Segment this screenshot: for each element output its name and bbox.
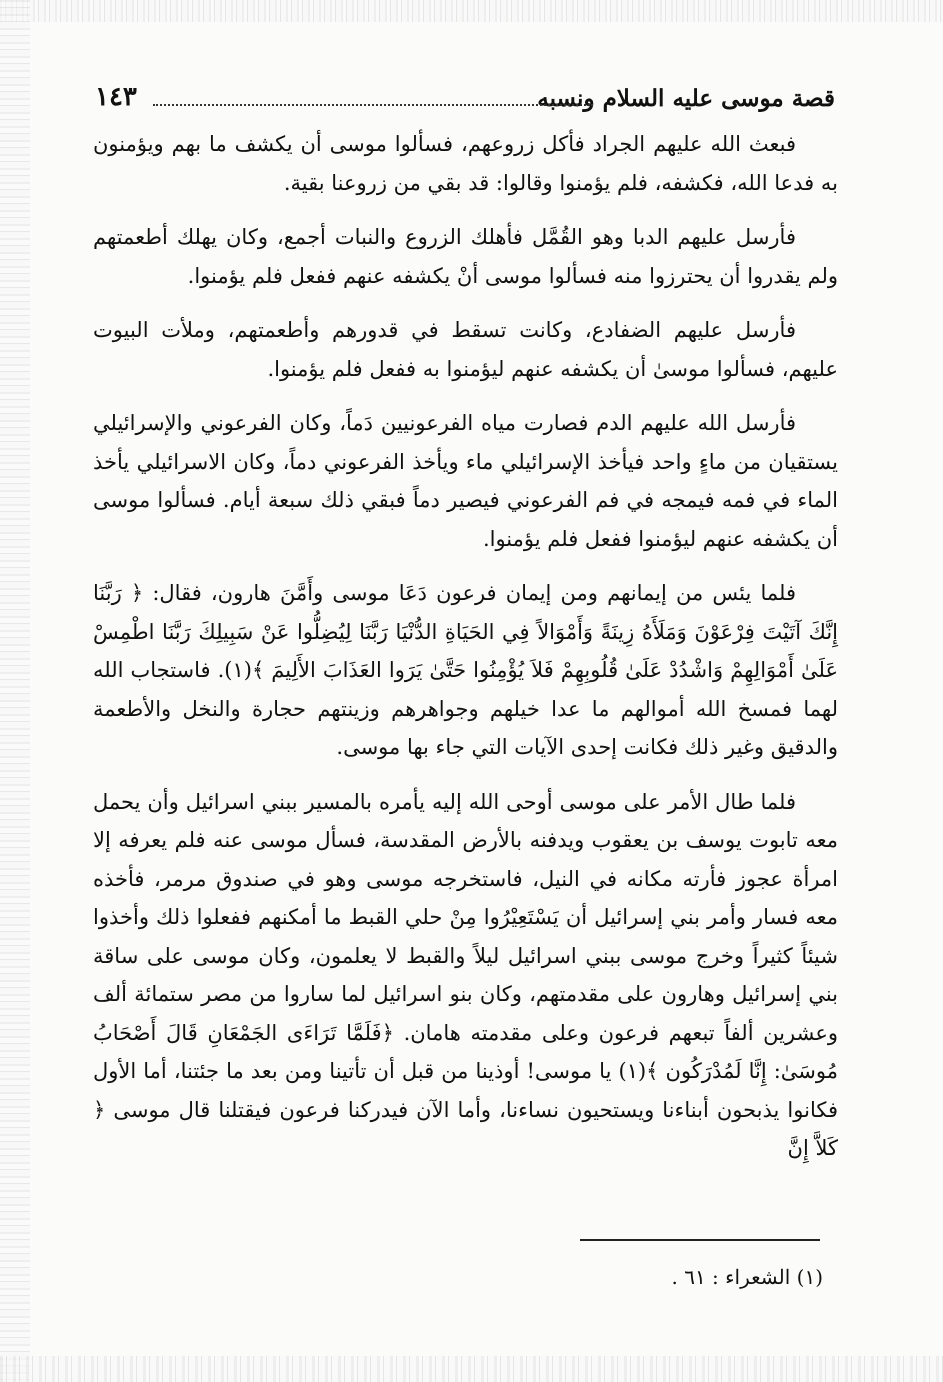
chapter-title: قصة موسى عليه السلام ونسبه [537,85,835,112]
scan-edge-left [0,0,30,1382]
paragraph-blood: فأرسل الله عليهم الدم فصارت مياه الفرعونيين دَماً، وكان الفرعوني والإسرائيلي يستقيان من ماءٍ واحد فيأخذ الإسرائيلي ماء ويأخذ الفرعوني دماً، وكان الاسرائيلي يأخذ الماء في فمه فيمجه في فم الفرعوني فيصير دماً فبقي ذلك سبعة أيام. فسألوا موسى أن يكشفه عنهم ليؤمنوا ففعل فلم يؤمنوا. [93,411,838,551]
paragraph-exodus: فلما طال الأمر على موسى أوحى الله إليه يأمره بالمسير ببني اسرائيل وأن يحمل معه تابوت يوسف بن يعقوب ويدفنه بالأرض المقدسة، فسأل موسى عنه فلم يعرفه إلا امرأة عجوز فأرته مكانه في النيل، فاستخرجه موسى وهو في صندوق مرمر، فأخذه معه فسار وأمر بني إسرائيل أن يَسْتَعِيْرُوا مِنْ حلي القبط ما أمكنهم ففعلوا ذلك وأخذوا شيئاً كثيراً وخرج موسى ببني اسرائيل ليلاً والقبط لا يعلمون، وكان موسى على ساقة بني إسرائيل وهارون على مقدمتهم، وكان بنو اسرائيل لما ساروا من مصر ستمائة ألف وعشرين ألفاً تبعهم فرعون وعلى مقدمته هامان. ﴿فَلَمَّا تَرَاءَى الجَمْعَانِ قَالَ أَصْحَابُ مُوسَىٰ: إِنَّا لَمُدْرَكُون ﴾(١) يا موسى! أوذينا من قبل أن تأتينا ومن بعد ما جئتنا، أما الأول فكانوا يذبحون أبناءنا ويستحيون نساءنا، وأما الآن فيدركنا فرعون فيقتلنا قال موسى ﴿ كَلاَّ إِنَّ [93,789,838,1160]
footnote-divider [580,1239,820,1241]
footnote: (١) الشعراء : ٦١ . [671,1265,823,1289]
paragraph-frogs: فأرسل عليهم الضفادع، وكانت تسقط في قدورهم وأطعمتهم، وملأت البيوت عليهم، فسألوا موسىٰ أن يكشفه عنهم ليؤمنوا به ففعل فلم يؤمنوا. [93,318,838,381]
header-dotted-leader [153,104,593,106]
main-text [93,125,838,1184]
paragraph-locusts: فبعث الله عليهم الجراد فأكل زروعهم، فسألوا موسى أن يكشف ما بهم ويؤمنون به فدعا الله، فكشفه، فلم يؤمنوا وقالوا: قد بقي من زروعنا بقية. [93,132,838,195]
scan-edge-bottom [0,1356,943,1382]
page-number: ١٤٣ [95,82,137,112]
paragraph-lice: فأرسل عليهم الدبا وهو القُمَّل فأهلك الزروع والنبات أجمع، وكان يهلك أطعمتهم ولم يقدروا أن يحترزوا منه فسألوا موسى أنْ يكشفه عنهم ففعل فلم يؤمنوا. [93,225,838,288]
scan-edge-top [0,0,943,22]
running-header [95,82,835,118]
paragraph-prayer: فلما يئس من إيمانهم ومن إيمان فرعون دَعَا موسى وأَمَّنَ هارون، فقال: ﴿ رَبَّنَا إِنَّكَ آتَيْتَ فِرْعَوْنَ وَمَلَأَهُ زِينَةً وَأَمْوَالاً فِي الحَيَاةِ الدُّنْيَا رَبَّنَا لِيُضِلُّوا عَنْ سَبِيلِكَ رَبَّنَا اطْمِسْ عَلَىٰ أَمْوَالِهِمْ وَاشْدُدْ عَلَىٰ قُلُوبِهِمْ فَلاَ يُؤْمِنُوا حَتَّىٰ يَرَوا العَذَابَ الأَلِيمَ ﴾(١). فاستجاب الله لهما فمسخ الله أموالهم ما عدا خيلهم وجواهرهم وزينتهم حجارة والنخل والأطعمة والدقيق وغير ذلك فكانت إحدى الآيات التي جاء بها موسى. [93,581,838,759]
